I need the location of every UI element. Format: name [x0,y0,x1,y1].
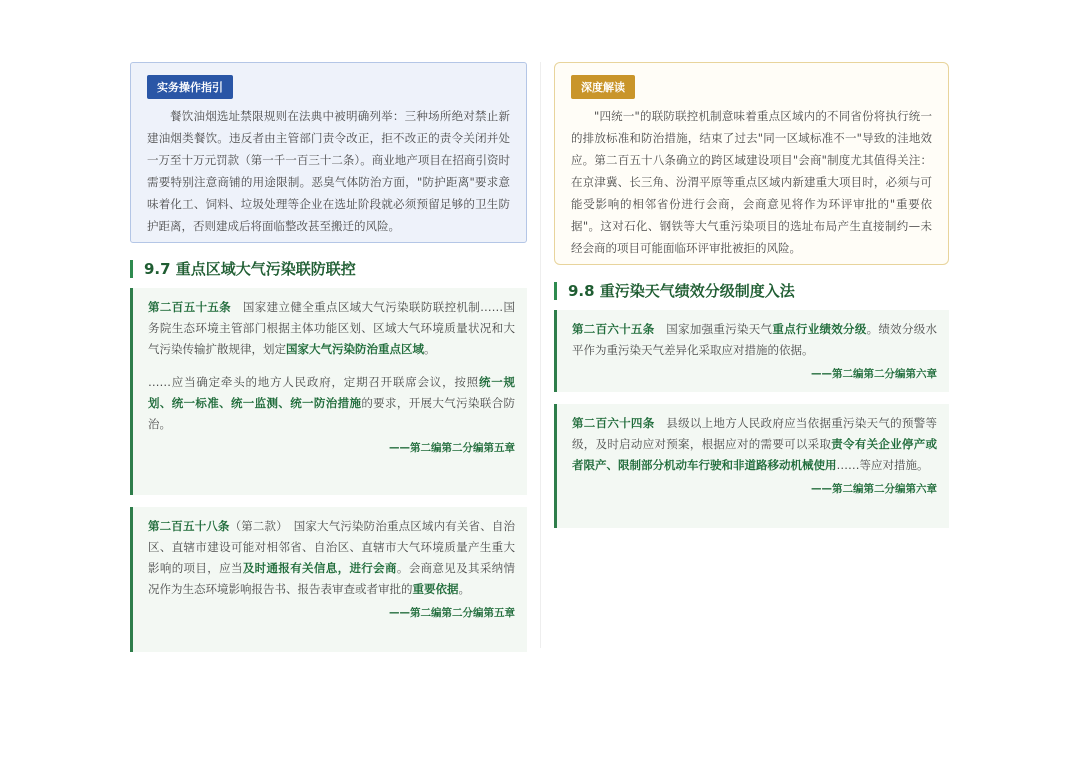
article-highlight: 责令有关企业停产或者限产、限制部分机动车行驶和非道路移动机械使用 [572,437,938,472]
article-highlight: 统一规划、统一标准、统一监测、统一防治措施 [148,375,516,410]
right-column [554,62,949,528]
article-258-source: ——第二编第二分编第五章 [389,607,515,619]
article-264-card [554,404,949,528]
article-highlight: 重点行业绩效分级 [772,322,867,336]
article-258-para [148,516,515,600]
article-number: 第二百五十五条 [148,300,232,314]
article-text: 。 [458,582,470,596]
article-number: 第二百五十八条 [148,519,230,533]
article-text: 国家建立健全重点区域大气污染联防联控机制……国务院生态环境主管部门根据主体功能区划、区域大气环境质量状况和大气污染传输扩散规律，划定 [148,300,516,356]
article-255-source: ——第二编第二分编第五章 [389,442,515,454]
article-highlight: 及时通报有关信息，进行会商 [242,561,397,575]
section-title-9-7: 9.7 重点区域大气污染联防联控 [130,260,527,278]
article-text: ……等应对措施。 [836,458,929,472]
article-265-card [554,310,949,392]
article-text: 。绩效分级水平作为重污染天气差异化采取应对措施的依据。 [572,322,938,357]
article-number-suffix: （第二款） [229,519,283,533]
article-265-source: ——第二编第二分编第六章 [811,368,937,380]
article-264-para [572,413,937,476]
deep-analysis-tag: 深度解读 [571,75,635,99]
article-highlight: 国家大气污染防治重点区域 [286,342,424,356]
article-text: 的要求，开展大气污染联合防治。 [148,396,516,431]
column-divider [540,62,541,648]
article-264-source: ——第二编第二分编第六章 [811,483,937,495]
article-text: 。 [424,342,436,356]
article-text: ……应当确定牵头的地方人民政府，定期召开联席会议，按照 [148,375,479,389]
article-text: 国家大气污染防治重点区域内有关省、自治区、直辖市建设可能对相邻省、自治区、直辖市大气环境质量产生重大影响的项目，应当 [148,519,516,575]
article-text: 国家加强重污染天气 [666,322,773,336]
article-255-para-2 [148,372,515,435]
article-265-para [572,319,937,361]
article-text: 。会商意见及其采纳情况作为生态环境影响报告书、报告表审查或者审批的 [148,561,516,596]
article-255-card [130,288,527,495]
practice-guide-text: 餐饮油烟选址禁限规则在法典中被明确列举：三种场所绝对禁止新建油烟类餐饮。违反者由主管部门责令改正，拒不改正的责令关闭并处一万至十万元罚款（第一千一百三十二条）。商业地产项目在招商引资时需要特别注意商铺的用途限制。恶臭气体防治方面，"防护距离"要求意味着化工、饲料、垃圾处理等企业在选址阶段就必须预留足够的卫生防护距离，否则建成后将面临整改甚至搬迁的风险。 [147,109,510,233]
article-highlight: 重要依据 [412,582,459,596]
article-number: 第二百六十四条 [572,416,655,430]
practice-guide-box [130,62,527,243]
article-number: 第二百六十五条 [572,322,655,336]
article-text: 县级以上地方人民政府应当依据重污染天气的预警等级，及时启动应对预案，根据应对的需要可以采取 [572,416,938,451]
article-258-card [130,507,527,652]
deep-analysis-text: "四统一"的联防联控机制意味着重点区域内的不同省份将执行统一的排放标准和防治措施，结束了过去"同一区域标准不一"导致的洼地效应。第二百五十八条确立的跨区域建设项目"会商"制度尤其值得关注：在京津冀、长三角、汾渭平原等重点区域内新建重大项目时，必须与可能受影响的相邻省份进行会商，会商意见将作为环评审批的"重要依据"。这对石化、钢铁等大气重污染项目的选址布局产生直接制约—未经会商的项目可能面临环评审批被拒的风险。 [571,109,932,255]
deep-analysis-box [554,62,949,265]
section-title-9-8: 9.8 重污染天气绩效分级制度入法 [554,282,949,300]
practice-guide-tag: 实务操作指引 [147,75,233,99]
article-255-para-1 [148,297,515,360]
left-column [130,62,527,652]
